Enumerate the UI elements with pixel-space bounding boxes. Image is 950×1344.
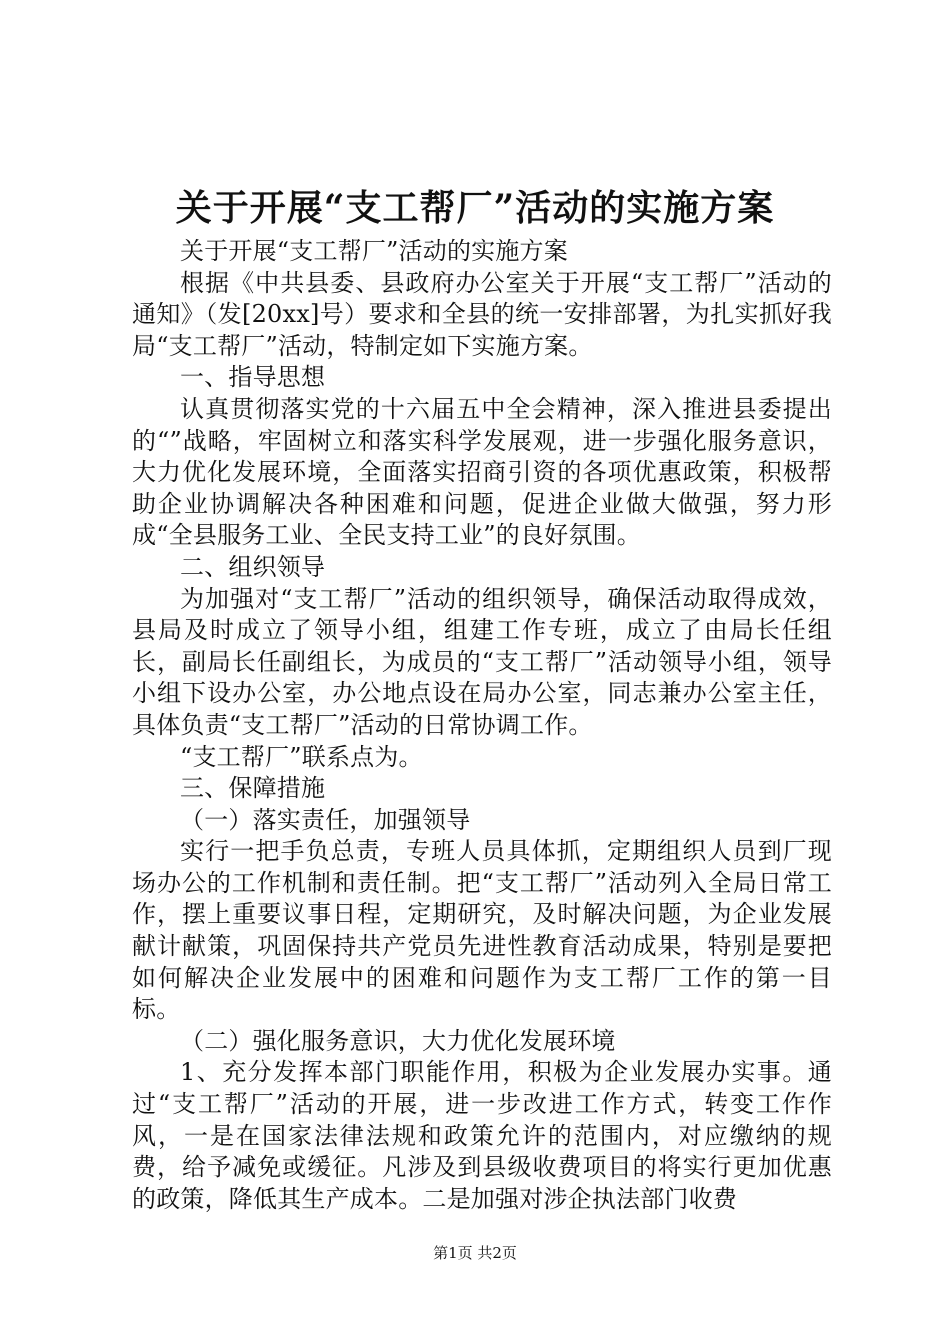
paragraph-responsibility: 实行一把手负总责，专班人员具体抓，定期组织人员到厂现场办公的工作机制和责任制。把“支工帮厂”活动列入全局日常工作，摆上重要议事日程，定期研究，及时解决问题，为企业发展献计献策，巩固保持共产党员先进性教育活动成果，特别是要把如何解决企业发展中的困难和问题作为支工帮厂工作的第一目标。 (132, 837, 832, 1024)
subsection-heading-service: （二）强化服务意识，大力优化发展环境 (180, 1026, 616, 1055)
document-title: 关于开展“支工帮厂”活动的实施方案 (175, 187, 775, 229)
page-footer: 第1页 共2页 (433, 1244, 517, 1262)
paragraph-subtitle: 关于开展“支工帮厂”活动的实施方案 (180, 237, 568, 265)
section-heading-organization: 二、组织领导 (180, 552, 326, 581)
section-heading-measures: 三、保障措施 (180, 774, 326, 803)
paragraph-service: 1、充分发挥本部门职能作用，积极为企业发展办实事。通过“支工帮厂”活动的开展，进一步改进工作方式，转变工作作风，一是在国家法律法规和政策允许的范围内，对应缴纳的规费，给予减免或缓征。凡涉及到县级收费项目的将实行更加优惠的政策，降低其生产成本。二是加强对涉企执法部门收费 (132, 1058, 832, 1213)
paragraph-organization: 为加强对“支工帮厂”活动的组织领导，确保活动取得成效，县局及时成立了领导小组，组建工作专班，成立了由局长任组长，副局长任副组长，为成员的“支工帮厂”活动领导小组，领导小组下设办公室，办公地点设在局办公室，同志兼办公室主任，具体负责“支工帮厂”活动的日常协调工作。 (132, 584, 832, 739)
paragraph-intro: 根据《中共县委、县政府办公室关于开展“支工帮厂”活动的通知》（发[20xx]号）要求和全县的统一安排部署，为扎实抓好我局“支工帮厂”活动，特制定如下实施方案。 (132, 268, 832, 360)
document-body (132, 236, 832, 1215)
paragraph-guiding-ideology: 认真贯彻落实党的十六届五中全会精神，深入推进县委提出的“”战略，牢固树立和落实科学发展观，进一步强化服务意识，大力优化发展环境，全面落实招商引资的各项优惠政策，积极帮助企业协调解决各种困难和问题，促进企业做大做强，努力形成“全县服务工业、全民支持工业”的良好氛围。 (132, 394, 832, 550)
section-heading-guiding-ideology: 一、指导思想 (180, 363, 326, 392)
subsection-heading-responsibility: （一）落实责任，加强领导 (180, 805, 471, 834)
paragraph-contact-point: “支工帮厂”联系点为。 (180, 742, 423, 771)
